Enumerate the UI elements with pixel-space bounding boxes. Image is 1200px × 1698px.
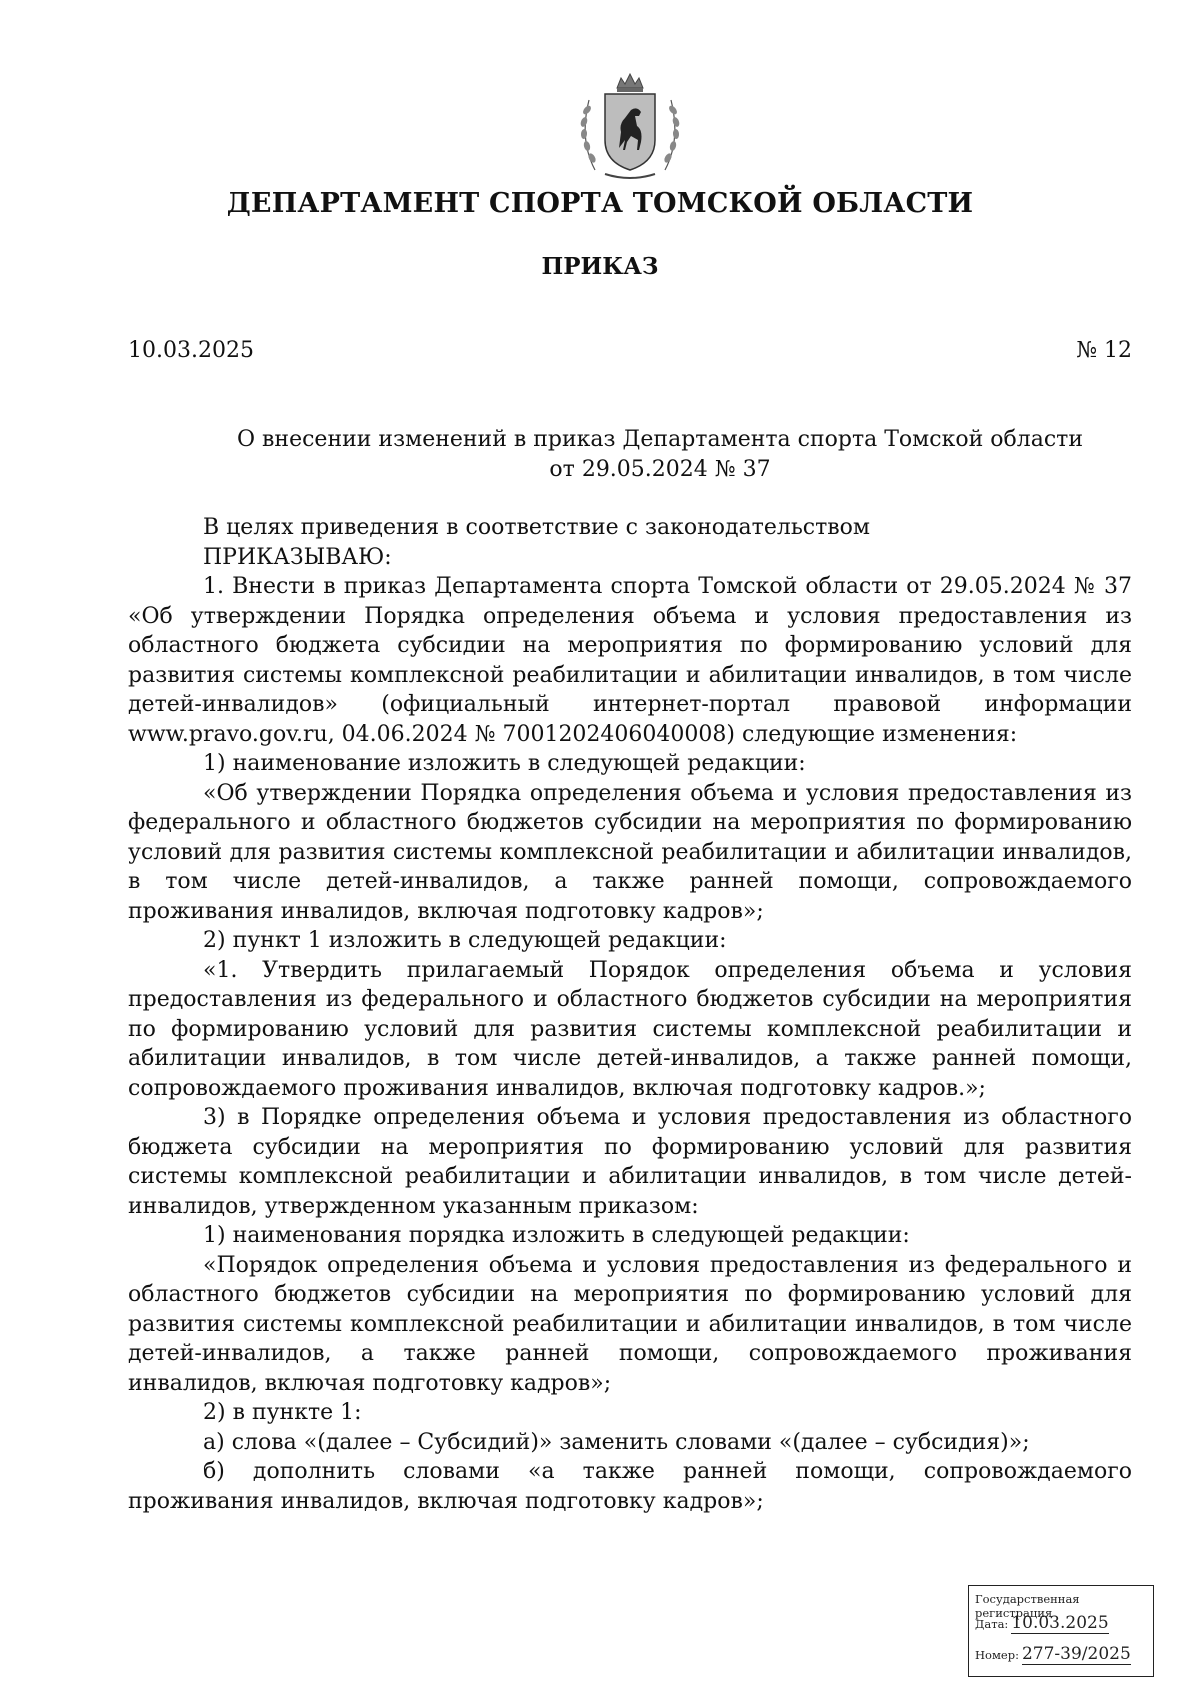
order-body bbox=[128, 513, 1132, 1516]
paragraph: «1. Утвердить прилагаемый Порядок определения объема и условия предоставления из федерального и областного бюджетов субсидии на мероприятия по формированию условий для развития системы комплексной реабилитации и абилитации инвалидов, в том числе детей-инвалидов, а также ранней помощи, сопровождаемого проживания инвалидов, включая подготовку кадров.»; bbox=[128, 957, 1132, 1101]
paragraph: 2) в пункте 1: bbox=[203, 1400, 362, 1425]
registration-date-label: Дата: bbox=[975, 1617, 1009, 1631]
paragraph: 1. Внести в приказ Департамента спорта Томской области от 29.05.2024 № 37 «Об утверждении Порядка определения объема и условия предоставления из областного бюджета субсидии на мероприятия по формированию условий для развития системы комплексной реабилитации и абилитации инвалидов, в том числе детей-инвалидов» (официальный интернет-портал правовой информации www.pravo.gov.ru, 04.06.2024 № 7001202406040008) следующие изменения: bbox=[128, 574, 1132, 747]
subject-line-1: О внесении изменений в приказ Департамента спорта Томской области bbox=[237, 427, 1083, 452]
registration-title: Государственная регистрация bbox=[975, 1592, 1080, 1620]
subject-line-2: от 29.05.2024 № 37 bbox=[549, 457, 771, 482]
paragraph: б) дополнить словами «а также ранней помощи, сопровождаемого проживания инвалидов, включая подготовку кадров»; bbox=[128, 1459, 1132, 1514]
registration-number-row bbox=[975, 1644, 1131, 1664]
registration-date-row bbox=[975, 1613, 1109, 1633]
registration-date-value: 10.03.2025 bbox=[1011, 1613, 1109, 1633]
paragraph: В целях приведения в соответствие с законодательством bbox=[203, 515, 871, 540]
paragraph: ПРИКАЗЫВАЮ: bbox=[203, 544, 392, 570]
order-subject bbox=[195, 425, 1125, 485]
paragraph: а) слова «(далее – Субсидий)» заменить словами «(далее – субсидия)»; bbox=[203, 1429, 1030, 1455]
tomsk-coat-of-arms-icon bbox=[575, 70, 685, 185]
paragraph: 1) наименование изложить в следующей редакции: bbox=[203, 751, 806, 776]
registration-number-label: Номер: bbox=[975, 1648, 1019, 1662]
document-type: ПРИКАЗ bbox=[541, 253, 659, 280]
registration-stamp bbox=[968, 1585, 1154, 1677]
paragraph: «Порядок определения объема и условия предоставления из федерального и областного бюджетов субсидии на мероприятия по формированию условий для развития системы комплексной реабилитации и абилитации инвалидов, в том числе детей-инвалидов, а также ранней помощи, сопровождаемого проживания инвалидов, включая подготовку кадров»; bbox=[128, 1252, 1132, 1396]
paragraph: 1) наименования порядка изложить в следующей редакции: bbox=[203, 1223, 910, 1248]
paragraph: «Об утверждении Порядка определения объема и условия предоставления из федерального и областного бюджетов субсидии на мероприятия по формированию условий для развития системы комплексной реабилитации и абилитации инвалидов, в том числе детей-инвалидов, а также ранней помощи, сопровождаемого проживания инвалидов, включая подготовку кадров»; bbox=[128, 780, 1132, 924]
department-title: ДЕПАРТАМЕНТ СПОРТА ТОМСКОЙ ОБЛАСТИ bbox=[226, 188, 974, 219]
registration-number-value: 277-39/2025 bbox=[1021, 1644, 1131, 1664]
paragraph: 2) пункт 1 изложить в следующей редакции: bbox=[203, 928, 727, 953]
order-date: 10.03.2025 bbox=[128, 338, 254, 363]
order-number: № 12 bbox=[1076, 338, 1132, 363]
paragraph: 3) в Порядке определения объема и условия предоставления из областного бюджета субсидии на мероприятия по формированию условий для развития системы комплексной реабилитации и абилитации инвалидов, в том числе детей-инвалидов, утвержденном указанным приказом: bbox=[128, 1105, 1132, 1219]
